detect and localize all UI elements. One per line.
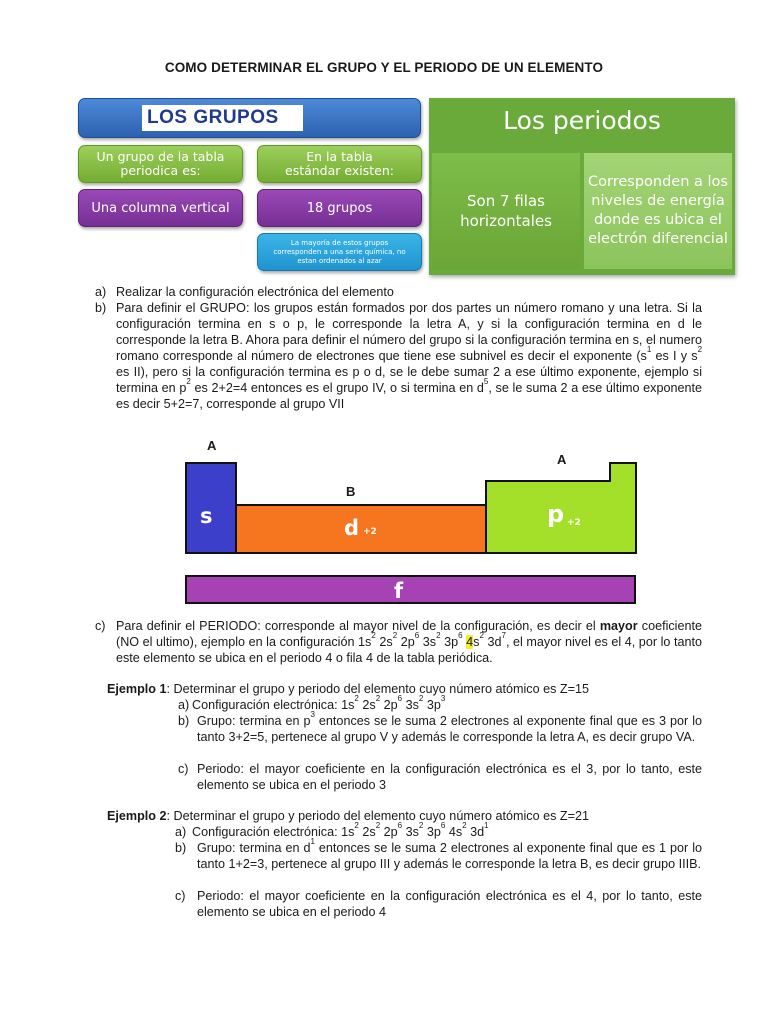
step-b-text-2: es I y s — [651, 349, 698, 363]
ejemplo1-marker-a: a) — [178, 698, 190, 712]
sup: 6 — [458, 631, 463, 640]
sup: 2 — [436, 631, 441, 640]
label-a-right: A — [557, 452, 567, 467]
cfg-part: 3s — [419, 635, 437, 649]
text: Grupo: termina en d — [197, 841, 311, 855]
ejemplo1-marker-b: b) — [178, 714, 190, 728]
sup: 2 — [375, 694, 381, 703]
s-block-top — [211, 462, 237, 482]
cfg-part: 2p — [380, 825, 398, 839]
sup: 6 — [414, 631, 420, 640]
sup: 7 — [501, 631, 506, 640]
sup: 3 — [310, 710, 315, 719]
grupos-header-label: LOS GRUPOS — [142, 105, 303, 131]
s-block-label: s — [200, 504, 213, 528]
text: entonces se le suma 2 electrones al exponente final que es 3 por lo tanto 3+2=5, pertenece al grupo V y además le corresponde la letra A, es decir grupo VA. — [197, 714, 702, 744]
periodos-right-cell: Corresponden a los niveles de energía donde es ubica el electrón diferencial — [584, 153, 732, 269]
p-block-label: p — [547, 500, 565, 528]
step-b-text-1: Para definir el GRUPO: los grupos están formados por dos partes un número romano y una letra. Si la configuración termina en s o p, le corresponde la letra A, y si la configuración termina en d le corresponde la letra B. Ahora para definir el número del grupo si la configuración termina en s, el numero romano corresponde al número de electrones que tiene ese subnivel es decir el exponente (s — [116, 301, 702, 363]
step-a-text: Realizar la configuración electrónica del elemento — [116, 285, 394, 299]
step-c-paragraph — [116, 618, 702, 666]
cfg-part: 2p — [380, 698, 398, 712]
ejemplo2-intro-text: : Determinar el grupo y periodo del elemento cuyo número atómico es Z=21 — [166, 809, 589, 823]
step-b-sup-4: 5 — [483, 377, 489, 386]
grupos-header — [78, 98, 421, 138]
ejemplo2-marker-b: b) — [175, 841, 187, 855]
ejemplo1-intro — [107, 681, 707, 697]
ejemplo2-label: Ejemplo 2 — [107, 809, 167, 823]
cfg-part: Configuración electrónica: 1s — [192, 825, 355, 839]
step-c-text-2: coeficiente (NO el ultimo), ejemplo en la configuración 1s — [116, 619, 702, 649]
sup: 1 — [310, 837, 315, 846]
cfg-part: 3p — [423, 698, 441, 712]
label-a-left: A — [207, 438, 217, 453]
ejemplo2-b-text — [197, 837, 702, 872]
step-b-text-4: es 2+2=4 entonces es el grupo IV, o si termina en d — [190, 381, 484, 395]
ejemplo2-a-text — [192, 821, 489, 840]
ejemplo1-label: Ejemplo 1 — [107, 682, 167, 696]
cfg-part: 3s — [402, 698, 419, 712]
f-block-label: f — [394, 579, 404, 603]
step-b-sup-3: 2 — [186, 377, 191, 386]
sup: 2 — [375, 821, 381, 830]
ejemplo1-a-text — [192, 694, 446, 713]
f-block — [185, 575, 636, 604]
p-block-top — [609, 462, 637, 482]
p-block — [485, 480, 637, 554]
sup: 2 — [354, 821, 359, 830]
d-block — [235, 504, 487, 554]
grupos-left-green: Un grupo de la tabla periodica es: — [78, 145, 243, 183]
cfg-part: 3d — [483, 635, 502, 649]
sup: 6 — [397, 821, 403, 830]
list-marker-c: c) — [95, 619, 106, 633]
cfg-part: Configuración electrónica: 1s — [192, 698, 355, 712]
step-c-text-1: Para definir el PERIODO: corresponde al mayor nivel de la configuración, es decir el — [116, 619, 600, 633]
sup: 2 — [462, 821, 467, 830]
sup: 2 — [354, 694, 359, 703]
cfg-part: 3p — [423, 825, 441, 839]
cfg-part: 4s — [445, 825, 463, 839]
sup: 2 — [392, 631, 398, 640]
ejemplo2-intro — [107, 808, 707, 824]
ejemplo1-b-text — [197, 710, 702, 745]
step-b-sup-2: 2 — [697, 345, 703, 354]
ejemplo2-marker-c: c) — [175, 889, 186, 903]
cfg-part: s — [473, 635, 480, 649]
grupos-right-green: En la tabla estándar existen: — [257, 145, 422, 183]
list-marker-a: a) — [95, 285, 107, 299]
sup: 3 — [440, 694, 446, 703]
ejemplo1-marker-c: c) — [178, 762, 189, 776]
grupos-cyan-note: La mayoría de estos grupos corresponden a una serie química, no estan ordenados al azar — [257, 233, 422, 271]
cfg-part: 3s — [402, 825, 419, 839]
periodos-left-cell: Son 7 filas horizontales — [432, 153, 580, 269]
ejemplo1-intro-text: : Determinar el grupo y periodo del elemento cuyo número atómico es Z=15 — [166, 682, 589, 696]
step-b-text-3: es II), pero si la configuración termina es p o d, se le debe sumar 2 a ese último exponente, ejemplo si termina en p — [116, 365, 702, 395]
p-block-plus: +2 — [567, 518, 581, 528]
cfg-part: 2s — [358, 825, 376, 839]
step-c-bold: mayor — [599, 619, 638, 633]
periodos-panel — [429, 98, 735, 275]
cfg-part: 3p — [440, 635, 459, 649]
step-c-text-3: , el mayor nivel es el 4, por lo tanto este elemento se ubica en el periodo 4 o fila 4 de la tabla periódica. — [116, 635, 702, 665]
highlighted-coefficient: 4 — [466, 635, 474, 649]
ejemplo2-marker-a: a) — [175, 825, 187, 839]
ejemplo1-c-text: Periodo: el mayor coeficiente en la configuración electrónica es el 3, por lo tanto, este elemento se ubica en el periodo 3 — [197, 762, 702, 792]
cfg-part: 2p — [397, 635, 415, 649]
cfg-part: 3d — [466, 825, 485, 839]
text: entonces se le suma 2 electrones al exponente final que es 1 por lo tanto 1+2=3, pertenece al grupo III y además le corresponde la letra B, es decir grupo IIIB. — [197, 841, 702, 871]
cfg-part: 2s — [358, 698, 376, 712]
periodos-title: Los periodos — [503, 106, 661, 135]
grupos-right-purple: 18 grupos — [257, 189, 422, 227]
text: Grupo: termina en p — [197, 714, 311, 728]
sup: 6 — [440, 821, 446, 830]
d-block-plus: +2 — [363, 527, 377, 537]
d-block-label: d — [344, 516, 360, 540]
sup: 2 — [418, 821, 424, 830]
step-b-text-5: , se le suma 2 a ese último exponente es decir 5+2=7, corresponde al grupo VII — [116, 381, 702, 411]
sup: 2 — [371, 631, 376, 640]
sup: 6 — [397, 694, 403, 703]
step-b-sup-1: 1 — [646, 345, 652, 354]
page-title: COMO DETERMINAR EL GRUPO Y EL PERIODO DE UN ELEMENTO — [164, 60, 604, 75]
ejemplo2-c-text: Periodo: el mayor coeficiente en la configuración electrónica es el 4, por lo tanto, este elemento se ubica en el periodo 4 — [197, 889, 702, 919]
label-b: B — [346, 484, 356, 499]
list-marker-b: b) — [95, 301, 107, 315]
step-b-paragraph — [116, 300, 702, 412]
sup: 2 — [418, 694, 424, 703]
cfg-part: 2s — [375, 635, 393, 649]
sup: 2 — [479, 631, 484, 640]
sup: 1 — [484, 821, 489, 830]
grupos-left-purple: Una columna vertical — [78, 189, 243, 227]
